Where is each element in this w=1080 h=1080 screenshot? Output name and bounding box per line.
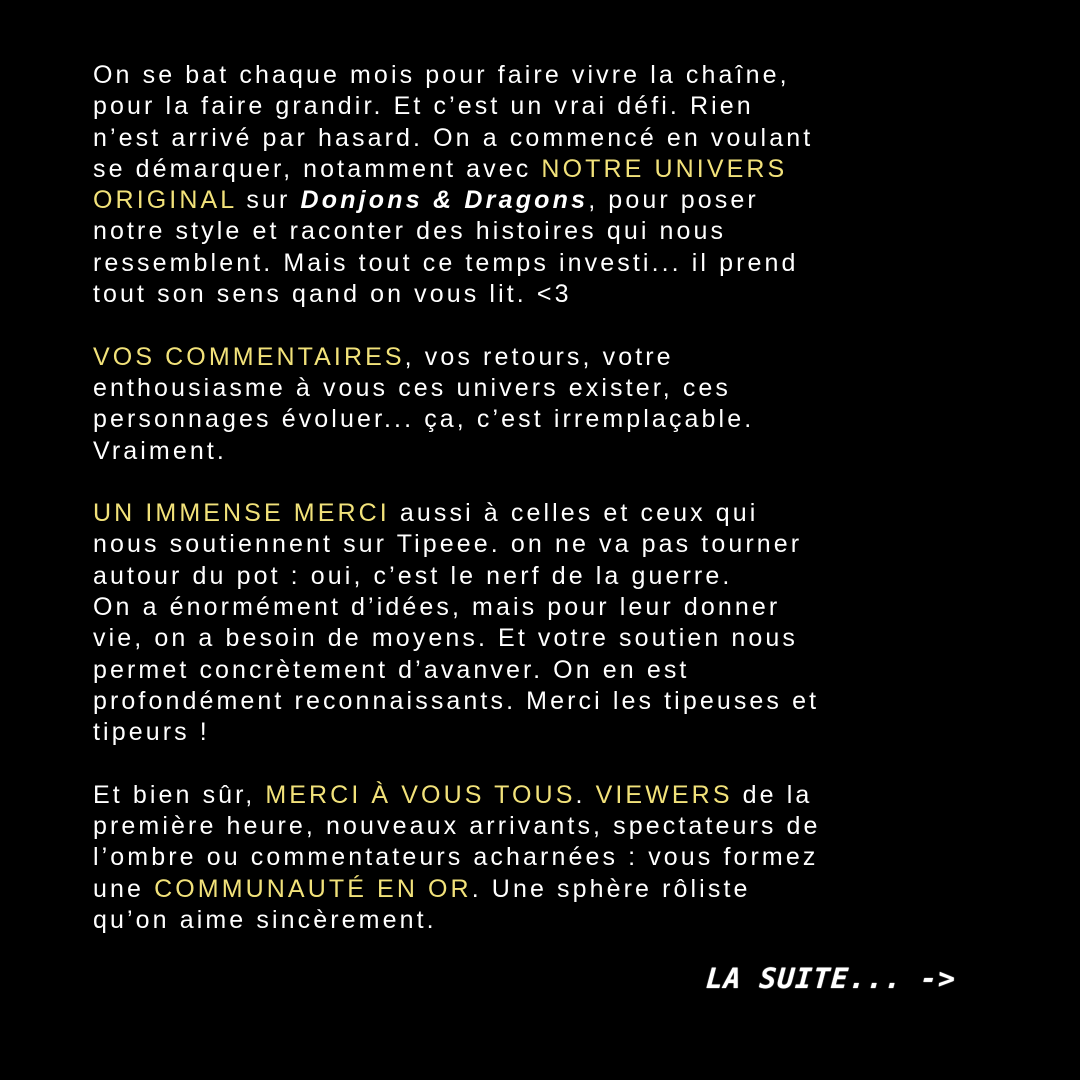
highlight-original-universe: NOTRE UNIVERS — [541, 154, 788, 183]
text-line: Vraiment. — [93, 436, 227, 465]
text-segment: aussi à celles et ceux qui — [389, 499, 759, 528]
text-line — [93, 342, 993, 373]
text-segment: sur — [236, 186, 301, 215]
game-title: Donjons & Dragons — [300, 186, 589, 215]
text-line: n’est arrivé par hasard. On a commencé en voulant — [93, 123, 814, 152]
text-line: autour du pot : oui, c’est le nerf de la guerre. — [93, 561, 733, 590]
text-line: tout son sens qand on vous lit. <3 — [93, 280, 572, 309]
text-line: pour la faire grandir. Et c’est un vrai défi. Rien — [93, 92, 754, 121]
text-segment: , pour poser — [588, 186, 759, 215]
text-line: On se bat chaque mois pour faire vivre la chaîne, — [93, 61, 790, 89]
text-line — [93, 185, 993, 216]
text-segment: . Une sphère rôliste — [471, 874, 751, 903]
paragraph-comments — [93, 342, 993, 467]
highlight-thanks-all: MERCI À VOUS TOUS — [265, 780, 576, 809]
highlight-immense-thanks: UN IMMENSE MERCI — [93, 499, 390, 528]
paragraph-community-thanks — [93, 780, 993, 936]
message-text-block — [93, 60, 993, 936]
paragraph-tipeee-thanks — [93, 498, 993, 748]
text-line — [93, 874, 993, 905]
text-segment: . — [575, 780, 596, 809]
text-line: première heure, nouveaux arrivants, spectateurs de — [93, 812, 821, 841]
text-line: tipeurs ! — [93, 718, 210, 747]
text-line: profondément reconnaissants. Merci les tipeuses et — [93, 686, 820, 715]
text-line: On a énormément d’idées, mais pour leur donner — [93, 593, 781, 622]
text-segment: Et bien sûr, — [93, 780, 266, 809]
text-segment: , vos retours, votre — [404, 342, 674, 371]
highlight-viewers: VIEWERS — [595, 780, 733, 809]
text-segment: se démarquer, notamment avec — [93, 154, 542, 183]
highlight-golden-community: COMMUNAUTÉ EN OR — [154, 874, 472, 903]
text-line: l’ombre ou commentateurs acharnées : vous formez — [93, 843, 819, 872]
text-line: permet concrètement d’avanver. On en est — [93, 655, 690, 684]
text-line — [93, 498, 993, 529]
text-line: notre style et raconter des histoires qui nous — [93, 217, 727, 246]
text-segment: de la — [732, 780, 813, 809]
text-line: vie, on a besoin de moyens. Et votre soutien nous — [93, 624, 799, 653]
text-line — [93, 154, 993, 185]
text-line: enthousiasme à vous ces univers exister, ces — [93, 373, 732, 402]
text-line: qu’on aime sincèrement. — [93, 906, 437, 935]
text-segment: une — [93, 874, 155, 903]
text-line: nous soutiennent sur Tipeee. on ne va pas tourner — [93, 530, 803, 559]
text-line: personnages évoluer... ça, c’est irremplaçable. — [93, 405, 755, 434]
text-line — [93, 780, 993, 811]
text-line: ressemblent. Mais tout ce temps investi... il prend — [93, 248, 799, 277]
highlight-comments: VOS COMMENTAIRES — [93, 342, 405, 371]
paragraph-channel-effort — [93, 60, 993, 310]
highlight-original: ORIGINAL — [93, 186, 237, 215]
next-page-label: LA SUITE... -> — [704, 962, 958, 995]
